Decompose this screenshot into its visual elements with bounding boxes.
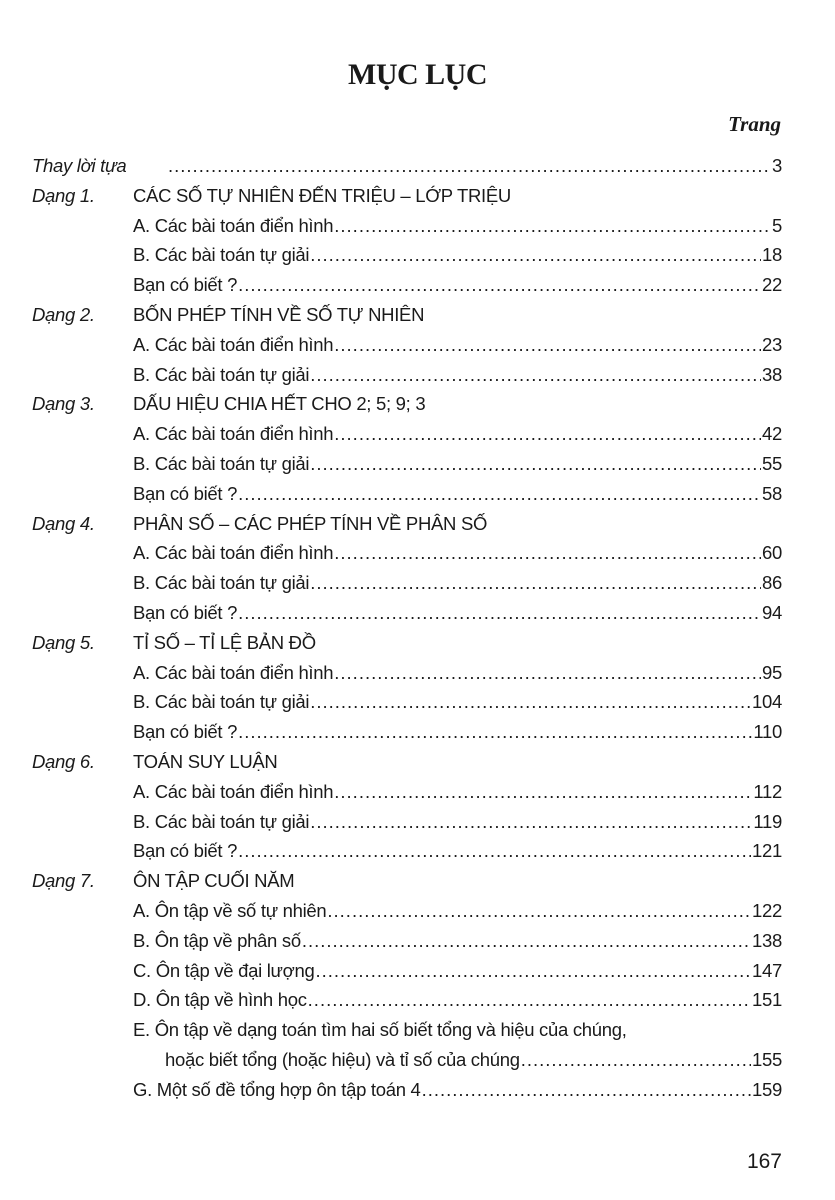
chapter-label: Dạng 2. [32, 303, 95, 325]
dot-leader [327, 896, 751, 926]
entry-text: hoặc biết tổng (hoặc hiệu) và tỉ số của chúng [165, 1048, 520, 1070]
page-ref: 86 [762, 572, 782, 594]
dot-leader [334, 330, 761, 360]
entry-text: E. Ôn tập về dạng toán tìm hai số biết tổng và hiệu của chúng, [133, 1019, 627, 1041]
chapter-heading[interactable] [32, 628, 782, 658]
toc-entry[interactable] [32, 717, 782, 747]
page-ref: 18 [762, 244, 782, 266]
page-ref: 60 [762, 542, 782, 564]
entry-text: A. Các bài toán điển hình [133, 214, 334, 236]
page-ref: 3 [772, 155, 782, 176]
entry-text: C. Ôn tập về đại lượng [133, 959, 315, 981]
dot-leader [310, 449, 761, 479]
chapter-label: Dạng 5. [32, 631, 95, 653]
entry-text: B. Các bài toán tự giải [133, 572, 310, 594]
chapter-label: Dạng 6. [32, 750, 95, 772]
chapter-title: ÔN TẬP CUỐI NĂM [133, 870, 295, 892]
entry-text: A. Các bài toán điển hình [133, 542, 334, 564]
page-ref: 151 [752, 989, 782, 1011]
dot-leader [238, 717, 752, 747]
toc-entry-continuation[interactable] [32, 1045, 782, 1075]
toc-entry-preface[interactable] [32, 151, 782, 181]
entry-text: B. Ôn tập về phân số [133, 929, 301, 951]
page-ref: 95 [762, 661, 782, 683]
page-title: MỤC LỤC [348, 58, 487, 91]
dot-leader [310, 568, 761, 598]
entry-text: Bạn có biết ? [133, 274, 238, 296]
toc-entry[interactable] [32, 360, 782, 390]
entry-text: B. Các bài toán tự giải [133, 452, 310, 474]
toc-entry[interactable] [32, 211, 782, 241]
toc-entry[interactable] [32, 568, 782, 598]
page-ref: 38 [762, 363, 782, 385]
page-column-label: Trang [728, 112, 781, 136]
chapter-heading[interactable] [32, 866, 782, 896]
toc-entry[interactable] [32, 538, 782, 568]
chapter-heading[interactable] [32, 181, 782, 211]
toc-entry[interactable] [32, 896, 782, 926]
page-ref: 159 [752, 1078, 782, 1100]
dot-leader [310, 360, 761, 390]
page-ref: 119 [753, 810, 782, 832]
toc-entry[interactable] [32, 687, 782, 717]
chapter-heading[interactable] [32, 300, 782, 330]
toc-entry[interactable] [32, 985, 782, 1015]
toc-entry[interactable] [32, 479, 782, 509]
toc-entry[interactable] [32, 658, 782, 688]
toc-entry[interactable] [32, 836, 782, 866]
chapter-title: PHÂN SỐ – CÁC PHÉP TÍNH VỀ PHÂN SỐ [133, 512, 488, 534]
entry-text: D. Ôn tập về hình học [133, 989, 307, 1011]
dot-leader [334, 658, 761, 688]
page-ref: 104 [752, 691, 782, 713]
chapter-title: DẤU HIỆU CHIA HẾT CHO 2; 5; 9; 3 [133, 393, 426, 415]
dot-leader [238, 479, 761, 509]
page-ref: 58 [762, 482, 782, 504]
entry-text: B. Các bài toán tự giải [133, 244, 310, 266]
page-ref: 122 [752, 899, 782, 921]
dot-leader [238, 836, 751, 866]
dot-leader [422, 1075, 751, 1105]
entry-text: Bạn có biết ? [133, 482, 238, 504]
page-ref: 5 [772, 214, 782, 236]
page-ref: 23 [762, 333, 782, 355]
dot-leader [310, 240, 761, 270]
chapter-label: Dạng 4. [32, 512, 95, 534]
dot-leader [168, 151, 771, 181]
entry-text: G. Một số đề tổng hợp ôn tập toán 4 [133, 1078, 421, 1100]
dot-leader [238, 598, 761, 628]
dot-leader [334, 419, 761, 449]
page-ref: 94 [762, 601, 782, 623]
toc-entry[interactable] [32, 1015, 782, 1045]
dot-leader [334, 211, 771, 241]
chapter-heading[interactable] [32, 389, 782, 419]
dot-leader [302, 926, 751, 956]
table-of-contents [32, 151, 782, 1105]
entry-text: B. Các bài toán tự giải [133, 691, 310, 713]
chapter-title: BỐN PHÉP TÍNH VỀ SỐ TỰ NHIÊN [133, 303, 425, 325]
entry-text: A. Các bài toán điển hình [133, 780, 334, 802]
chapter-title: TOÁN SUY LUẬN [133, 750, 278, 772]
entry-text: A. Các bài toán điển hình [133, 661, 334, 683]
toc-entry[interactable] [32, 807, 782, 837]
page-ref: 42 [762, 423, 782, 445]
entry-text: A. Các bài toán điển hình [133, 423, 334, 445]
toc-entry[interactable] [32, 419, 782, 449]
entry-text: A. Ôn tập về số tự nhiên [133, 899, 327, 921]
dot-leader [238, 270, 761, 300]
toc-entry[interactable] [32, 330, 782, 360]
dot-leader [521, 1045, 751, 1075]
chapter-heading[interactable] [32, 509, 782, 539]
toc-entry[interactable] [32, 598, 782, 628]
dot-leader [334, 777, 752, 807]
chapter-heading[interactable] [32, 747, 782, 777]
dot-leader [310, 687, 751, 717]
toc-entry[interactable] [32, 240, 782, 270]
page-ref: 55 [762, 452, 782, 474]
chapter-label: Dạng 1. [32, 184, 95, 206]
toc-entry[interactable] [32, 956, 782, 986]
page-ref: 147 [752, 959, 782, 981]
dot-leader [308, 985, 751, 1015]
chapter-title: CÁC SỐ TỰ NHIÊN ĐẾN TRIỆU – LỚP TRIỆU [133, 184, 511, 206]
page-number: 167 [746, 1150, 782, 1173]
page-ref: 22 [762, 274, 782, 296]
toc-entry[interactable] [32, 777, 782, 807]
entry-text: B. Các bài toán tự giải [133, 810, 310, 832]
dot-leader [334, 538, 761, 568]
entry-text: A. Các bài toán điển hình [133, 333, 334, 355]
chapter-label: Dạng 3. [32, 393, 95, 415]
page-ref: 112 [753, 780, 782, 802]
toc-entry[interactable] [32, 1075, 782, 1105]
chapter-label: Dạng 7. [32, 870, 95, 892]
preface-label: Thay lời tựa [32, 155, 127, 176]
page-ref: 138 [752, 929, 782, 951]
dot-leader [310, 807, 752, 837]
dot-leader [315, 956, 751, 986]
chapter-title: TỈ SỐ – TỈ LỆ BẢN ĐỒ [133, 631, 316, 653]
page-ref: 155 [752, 1048, 782, 1070]
page-ref: 110 [753, 721, 782, 743]
entry-text: B. Các bài toán tự giải [133, 363, 310, 385]
toc-entry[interactable] [32, 926, 782, 956]
entry-text: Bạn có biết ? [133, 601, 238, 623]
page-ref: 121 [752, 840, 782, 862]
entry-text: Bạn có biết ? [133, 840, 238, 862]
toc-entry[interactable] [32, 449, 782, 479]
entry-text: Bạn có biết ? [133, 721, 238, 743]
toc-entry[interactable] [32, 270, 782, 300]
